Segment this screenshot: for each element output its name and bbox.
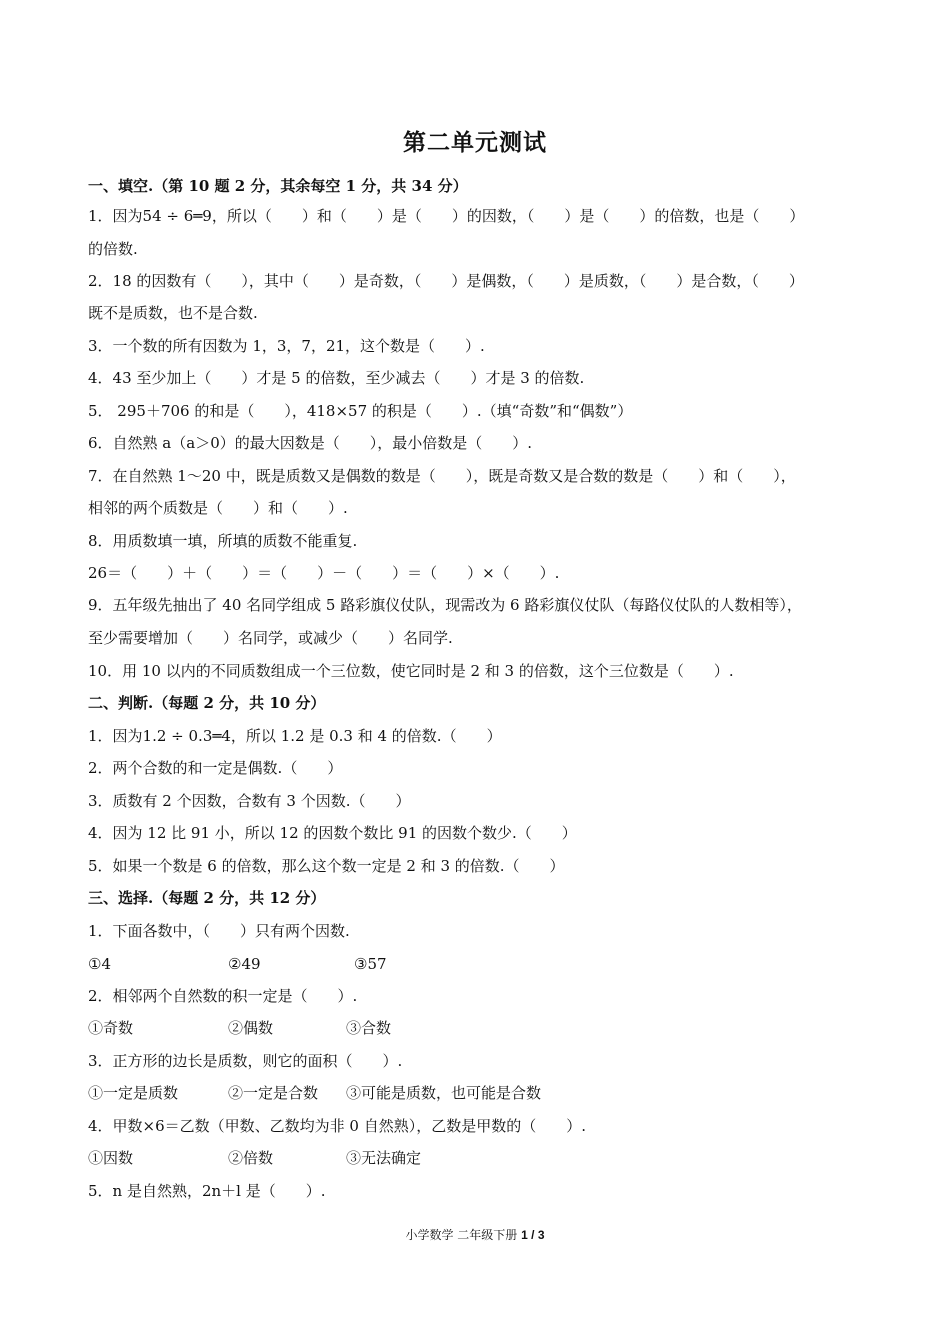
question-1-10: 10．用 10 以内的不同质数组成一个三位数，使它同时是 2 和 3 的倍数，这个三位数是（ ）. (88, 662, 734, 680)
option: ①一定是质数 (88, 1084, 179, 1102)
question-1-9-line1: 9．五年级先抽出了 40 名同学组成 5 路彩旗仪仗队，现需改为 6 路彩旗仪仗队（每路仪仗队的人数相等）， (88, 596, 802, 614)
question-3-2-options (88, 1017, 868, 1039)
question-1-1-line2: 的倍数. (88, 240, 138, 258)
question-2-4: 4．因为 12 比 91 小，所以 12 的因数个数比 91 的因数个数少.（ ） (88, 824, 577, 842)
footer-subject: 小学数学 二年级下册 (405, 1228, 518, 1242)
option: ③57 (354, 955, 387, 973)
question-1-4: 4．43 至少加上（ ）才是 5 的倍数，至少减去（ ）才是 3 的倍数. (88, 369, 585, 387)
option: ③可能是质数，也可能是合数 (346, 1084, 542, 1102)
question-2-5: 5．如果一个数是 6 的倍数，那么这个数一定是 2 和 3 的倍数.（ ） (88, 857, 565, 875)
option: ②一定是合数 (228, 1084, 319, 1102)
question-2-2: 2．两个合数的和一定是偶数.（ ） (88, 759, 343, 777)
page-title: 第二单元测试 (403, 129, 547, 156)
question-1-2-line1: 2．18 的因数有（ ），其中（ ）是奇数，（ ）是偶数，（ ）是质数，（ ）是合数，（ ） (88, 272, 804, 290)
question-3-1: 1．下面各数中，（ ）只有两个因数. (88, 922, 350, 940)
option: ①奇数 (88, 1019, 134, 1037)
option: ②49 (228, 955, 261, 973)
option: ①因数 (88, 1149, 134, 1167)
question-1-8-line2: 26＝（ ）＋（ ）＝（ ）－（ ）＝（ ）×（ ）. (88, 564, 560, 582)
question-3-5: 5．n 是自然熟，2n＋l 是（ ）. (88, 1182, 326, 1200)
question-1-6: 6．自然熟 a（a＞0）的最大因数是（ ），最小倍数是（ ）. (88, 434, 533, 452)
question-1-8-line1: 8．用质数填一填，所填的质数不能重复. (88, 532, 358, 550)
section-fill-blank-header: 一、填空.（第 10 题 2 分，其余每空 1 分，共 34 分） (88, 177, 468, 195)
option: ③合数 (346, 1019, 392, 1037)
question-1-5: 5． 295＋706 的和是（ ），418×57 的积是（ ）.（填“奇数”和“偶数”） (88, 402, 633, 420)
question-1-7-line1: 7．在自然熟 1～20 中，既是质数又是偶数的数是（ ），既是奇数又是合数的数是（ ）和（ ）， (88, 467, 796, 485)
question-3-3: 3．正方形的边长是质数，则它的面积（ ）. (88, 1052, 403, 1070)
question-3-3-options (88, 1082, 868, 1104)
section-judge-header: 二、判断.（每题 2 分，共 10 分） (88, 694, 326, 712)
question-1-1-line1: 1．因为54 ÷ 6═9，所以（ ）和（ ）是（ ）的因数，（ ）是（ ）的倍数，也是（ ） (88, 207, 805, 225)
question-3-2: 2．相邻两个自然数的积一定是（ ）. (88, 987, 358, 1005)
page-footer (0, 1226, 950, 1243)
question-1-3: 3．一个数的所有因数为 1，3，7，21，这个数是（ ）. (88, 337, 485, 355)
question-3-1-options (88, 953, 868, 975)
option: ③无法确定 (346, 1149, 422, 1167)
question-2-1: 1．因为1.2 ÷ 0.3═4，所以 1.2 是 0.3 和 4 的倍数.（ ） (88, 727, 502, 745)
section-choice-header: 三、选择.（每题 2 分，共 12 分） (88, 889, 326, 907)
question-1-2-line2: 既不是质数，也不是合数. (88, 304, 258, 322)
question-2-3: 3．质数有 2 个因数，合数有 3 个因数.（ ） (88, 792, 411, 810)
page-number: 1 / 3 (521, 1228, 545, 1242)
question-1-9-line2: 至少需要增加（ ）名同学，或减少（ ）名同学. (88, 629, 453, 647)
option: ②偶数 (228, 1019, 274, 1037)
option: ②倍数 (228, 1149, 274, 1167)
option: ①4 (88, 955, 111, 973)
question-3-4-options (88, 1147, 868, 1169)
question-1-7-line2: 相邻的两个质数是（ ）和（ ）. (88, 499, 348, 517)
question-3-4: 4．甲数×6＝乙数（甲数、乙数均为非 0 自然熟），乙数是甲数的（ ）. (88, 1117, 587, 1135)
